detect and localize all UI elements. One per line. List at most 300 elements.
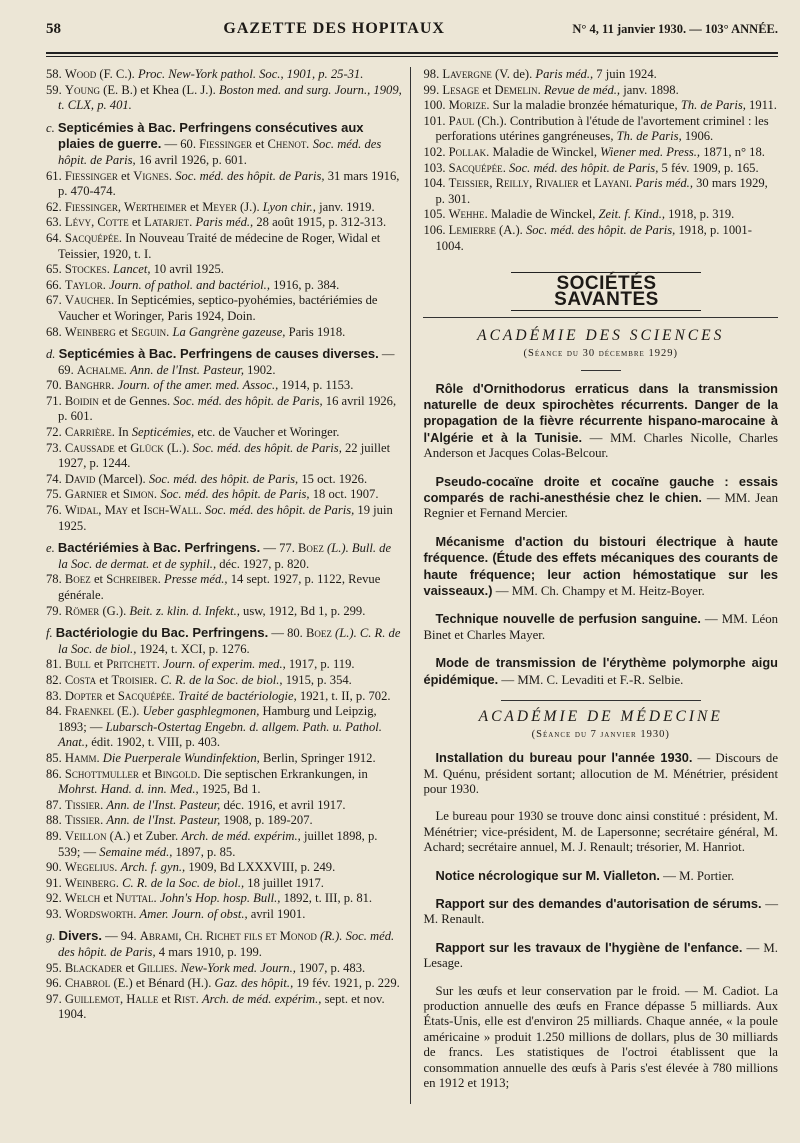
ref-text: . In xyxy=(118,230,139,245)
ref-source: Soc. méd. des hôpit. de Paris, xyxy=(175,168,325,183)
ref-author: Paul xyxy=(448,113,475,128)
ref-source: Semaine méd., xyxy=(99,844,173,859)
reference-entry xyxy=(46,262,402,278)
ref-number: 75. xyxy=(46,487,65,502)
ref-author: Glück xyxy=(130,440,164,455)
ref-text: Nouveau Traité de médecine xyxy=(138,230,284,245)
ref-source: Die Puerperale Wundinfektion, xyxy=(102,750,260,765)
ref-number: 72. xyxy=(46,425,65,440)
ref-text: . xyxy=(195,991,202,1006)
ref-source: C. R. de la Soc. de biol., xyxy=(160,672,283,687)
section-f xyxy=(46,625,402,657)
section-label: e. xyxy=(46,541,58,556)
refs-group-f xyxy=(46,657,402,922)
ref-text: et xyxy=(115,324,132,339)
reference-entry xyxy=(46,689,402,705)
reference-entry xyxy=(46,503,402,534)
ref-text: . xyxy=(102,277,110,292)
ref-number: 92. xyxy=(46,891,65,906)
ref-author: Guillemot, Halle xyxy=(64,991,159,1006)
ref-text: . xyxy=(537,82,544,97)
ref-number: 96. xyxy=(46,976,65,991)
ref-text: . xyxy=(189,215,196,230)
ref-author: Römer xyxy=(64,603,100,618)
ref-text: et xyxy=(102,688,118,703)
ref-author: Veillon xyxy=(64,828,107,843)
ref-author: Carrière xyxy=(64,425,112,440)
ref-text: 1906. xyxy=(681,129,714,144)
communication-entry xyxy=(423,381,778,462)
ref-text: 7 juin 1924. xyxy=(593,67,657,81)
ref-text: (E.). xyxy=(113,704,143,719)
ref-author: Weinberg xyxy=(64,324,116,339)
section-rule xyxy=(423,317,778,318)
ref-author: Pollak xyxy=(448,144,487,159)
ref-number: 95. xyxy=(46,960,65,975)
ref-author: Taylor xyxy=(64,277,103,292)
ref-source: Soc. méd. des hôpit. de Paris, xyxy=(204,503,355,518)
ref-text: 5 fév. 1909, p. 165. xyxy=(658,160,759,175)
page-header xyxy=(46,20,778,46)
ref-number: 99. xyxy=(423,82,443,97)
ref-text: 19 juin 1925. xyxy=(58,503,393,533)
ref-author: Welch xyxy=(64,891,101,906)
ref-author: Meyer xyxy=(202,199,237,214)
ref-source: Soc. méd. des hôpit. de Paris, xyxy=(508,160,659,175)
refs-group-a xyxy=(46,67,402,114)
ref-text: 1921, t. II, p. 702. xyxy=(296,688,391,703)
ref-text: 1917, p. 119. xyxy=(285,657,355,672)
ref-number: 88. xyxy=(46,813,65,828)
reference-entry xyxy=(46,425,402,441)
ref-text: Hamburg und Leipzig, 1893; — xyxy=(58,704,377,734)
ref-number: 89. xyxy=(46,828,65,843)
ref-text: janv. 1919. xyxy=(315,199,375,214)
academie-sciences-items xyxy=(423,381,778,689)
ref-number: — 77. xyxy=(260,541,298,556)
ref-author: Hamm xyxy=(64,750,97,765)
ref-source: Beit. z. klin. d. Infekt., xyxy=(129,603,240,618)
ref-text: 22 juillet 1927, p. 1244. xyxy=(58,440,391,471)
ref-text: 30 mars 1929, p. 301. xyxy=(435,176,768,206)
ref-source: Soc. méd. des hôpit. de Paris, xyxy=(525,222,676,237)
ref-text: . xyxy=(96,750,103,765)
communication-entry xyxy=(423,474,778,522)
reference-entry xyxy=(423,67,778,83)
academie-medecine-items xyxy=(423,750,778,1091)
ref-text: 1915, p. 354. xyxy=(282,672,352,687)
ref-author: Weinberg xyxy=(64,875,116,890)
reference-entry xyxy=(46,876,402,892)
ref-text: 15 oct. 1926. xyxy=(298,471,368,486)
ref-number: 90. xyxy=(46,860,65,875)
ref-source: Ann. de l'Inst. Pasteur, xyxy=(106,813,221,828)
ref-author: Blackader xyxy=(64,960,123,975)
reference-entry xyxy=(46,293,402,324)
ref-source: Lyon chir., xyxy=(262,199,316,214)
academie-sciences-title: ACADÉMIE DES SCIENCES xyxy=(477,327,725,345)
ref-text: déc. 1927, p. 820. xyxy=(216,556,310,571)
ref-text: 1918, p. 319. xyxy=(665,207,735,222)
ref-text: 19 fév. 1921, p. 229. xyxy=(293,976,400,991)
ref-source: Arch. de méd. expérim., xyxy=(181,828,301,843)
reference-entry xyxy=(46,231,402,262)
ref-source: Arch. f. gyn., xyxy=(120,860,186,875)
columns xyxy=(46,67,778,1104)
section-e xyxy=(46,540,402,572)
ref-source: Zeit. f. Kind., xyxy=(598,207,666,222)
ref-text: (L.). xyxy=(163,440,193,455)
ref-author: Pritchett xyxy=(106,657,157,672)
communication-entry xyxy=(423,611,778,643)
ref-author: Boez xyxy=(64,572,91,587)
communication-title: Notice nécrologique sur M. Vialleton. xyxy=(435,867,660,883)
ref-source: Th. de Paris, xyxy=(616,129,682,144)
communication-title: Installation du bureau pour l'année 1930. xyxy=(435,750,693,766)
reference-entry xyxy=(46,378,402,394)
ref-author: Morize xyxy=(448,98,487,113)
ref-author: Abrami, Ch. Richet fils et Monod xyxy=(139,929,317,944)
ref-author: Troisier xyxy=(111,672,155,687)
reference-entry xyxy=(46,441,402,472)
ref-source: John's Hop. hosp. Bull., xyxy=(159,891,281,906)
ref-text: usw, 1912, Bd 1, p. 299. xyxy=(239,603,366,618)
ref-author: Nuttal xyxy=(115,891,154,906)
ref-text: 1907, p. 483. xyxy=(295,960,366,975)
communication-title: Pseudo-cocaïne droite et cocaïne gauche : essais comparés de rachi-anesthésie chez le chien. xyxy=(423,473,778,505)
ref-source: , 1909, t. CLX, p. 401. xyxy=(58,82,402,113)
ref-author: Bull xyxy=(64,657,91,672)
ref-text: et xyxy=(96,672,112,687)
reference-entry xyxy=(46,657,402,673)
ref-author: Lavergne xyxy=(442,67,492,81)
section-label: d. xyxy=(46,347,59,362)
communication-entry xyxy=(423,868,778,884)
ref-text: Khea xyxy=(152,82,180,97)
ref-source: Presse méd., xyxy=(164,572,228,587)
ref-text: et xyxy=(252,137,268,152)
ref-author: Chabrol xyxy=(64,976,111,991)
communication-authors: Le bureau pour 1930 se trouve donc ainsi constitué : président, M. Ménétrier; vice-président, M. de Lapersonne; secrétaire général, M. Achard; secrétaire annuel, M. J. Renault; trésorier, M. Hanriot. xyxy=(423,809,778,855)
ref-number: 64. xyxy=(46,230,65,245)
ref-source: Soc. méd. des hôpit. de Paris, xyxy=(173,393,323,408)
ref-author: David xyxy=(64,471,96,486)
academie-sciences-seance: (Séance du 30 décembre 1929) xyxy=(523,347,678,359)
ref-number: 68. xyxy=(46,324,65,339)
ref-author: Isch-Wall xyxy=(143,503,199,518)
ref-source: Lancet, xyxy=(113,262,151,277)
reference-entry xyxy=(423,161,778,177)
ref-number: 70. xyxy=(46,378,65,393)
reference-entry xyxy=(46,604,402,620)
ref-source: Gaz. des hôpit., xyxy=(214,976,294,991)
ref-text: . xyxy=(153,891,160,906)
ref-text: Zuber xyxy=(145,828,176,843)
ref-author: Fiessinger xyxy=(199,137,253,152)
ref-text: . Maladie de Winckel, xyxy=(484,207,599,222)
reference-entry xyxy=(423,223,778,254)
ref-text: édit. 1902, t. VIII, p. 403. xyxy=(88,735,221,750)
ref-text: . xyxy=(168,168,176,183)
refs-group-e xyxy=(46,572,402,619)
ref-source: Soc. méd. des hôpit. de Paris, xyxy=(192,440,342,455)
ref-text: . xyxy=(111,378,118,393)
ref-number: 73. xyxy=(46,440,65,455)
section-heading: Divers. xyxy=(58,928,102,944)
ref-author: Fiessinger, Wertheimer xyxy=(64,199,187,214)
ref-text: (G.). xyxy=(99,603,130,618)
ref-text: . xyxy=(106,262,114,277)
ref-number: 58. xyxy=(46,67,65,81)
reference-entry xyxy=(46,215,402,231)
ref-text: Septicémies, septico-pyohémies, bactériémies xyxy=(130,293,363,308)
ref-text: . xyxy=(157,572,164,587)
ref-author: Fiessinger xyxy=(64,168,118,183)
ref-source: Paris méd., xyxy=(195,215,254,230)
ref-text: (A.) et xyxy=(106,828,146,843)
ref-text: avril 1901. xyxy=(247,906,306,921)
ref-source: Lubarsch-Ostertag Engebn. d. allgem. Path. u. Pathol. Anat., xyxy=(58,719,382,750)
refs-group-c xyxy=(46,169,402,341)
reference-entry xyxy=(46,798,402,814)
ref-author: Vignes xyxy=(133,168,169,183)
right-column xyxy=(410,67,778,1104)
reference-entry xyxy=(46,907,402,923)
ref-number: 86. xyxy=(46,766,65,781)
communication-authors: — MM. Ch. Champy et M. Heitz-Boyer. xyxy=(492,583,705,598)
ref-text: . xyxy=(114,860,121,875)
ref-source: Ueber gasphlegmonen, xyxy=(142,704,260,719)
ref-text: . Die septischen Erkrankungen, in xyxy=(197,766,368,781)
communication-authors: — MM. C. Levaditi et F.-R. Selbie. xyxy=(498,672,684,687)
ref-text: 1918, p. 1001-1004. xyxy=(435,222,752,253)
ref-text: Paris 1918. xyxy=(285,324,346,339)
ref-author: Simon xyxy=(122,487,154,502)
ref-number: 98. xyxy=(423,67,443,81)
ref-author: Boez xyxy=(298,541,324,556)
ref-author: Wordsworth xyxy=(64,906,134,921)
communication-title: Rôle d'Ornithodorus erraticus dans la transmission naturelle de deux spirochètes récurrents. Danger de la propagation de la fièvre récurrente hispano-marocaine à l'Algérie et à la Tunisie. xyxy=(423,380,778,445)
ref-number: 61. xyxy=(46,168,65,183)
ref-text: et xyxy=(117,168,134,183)
ref-source: (L.). C. R. de la Soc. de biol., xyxy=(58,626,401,656)
ref-source: Th. de Paris, xyxy=(680,98,746,113)
communication-entry xyxy=(423,534,778,600)
ref-author: Seguin xyxy=(131,324,167,339)
ref-text: . Maladie de Winckel, xyxy=(486,144,601,159)
ref-text: 1892, t. III, p. 81. xyxy=(280,891,373,906)
ref-text: 1908, p. 189-207. xyxy=(220,813,313,828)
section-heading: Bactériologie du Bac. Perfringens. xyxy=(55,625,269,641)
ref-text: . xyxy=(100,797,107,812)
ref-number: 81. xyxy=(46,657,65,672)
ref-source: Arch. de méd. expérim., xyxy=(201,991,322,1006)
ref-author: Vaucher xyxy=(64,293,111,308)
ref-source: Septicémies, xyxy=(131,425,195,440)
reference-entry xyxy=(46,67,402,83)
reference-entry xyxy=(46,325,402,341)
ref-author: Garnier xyxy=(64,487,108,502)
ref-text: et xyxy=(114,440,131,455)
ref-source: Journ. of pathol. and bactériol., xyxy=(109,277,270,292)
ref-author: Banghrr xyxy=(64,378,112,393)
ref-number: 83. xyxy=(46,688,65,703)
ref-text: (E. B.) et xyxy=(99,82,153,97)
communication-authors: — MM. Charles Nicolle, Charles Anderson et Jacques Colas-Belcour. xyxy=(423,430,778,461)
ref-author: Wood xyxy=(64,67,97,81)
ref-number: 78. xyxy=(46,572,65,587)
section-heading: Septicémies à Bac. Perfringens consécutives aux plaies de guerre. xyxy=(57,119,364,152)
ref-text: 1911. xyxy=(745,98,777,113)
ref-author: Schreiber xyxy=(106,572,158,587)
ref-number: 102. xyxy=(423,144,449,159)
ref-source: (R.). Soc. méd. des hôpit. de Paris, xyxy=(58,929,395,960)
ref-text: (L. J.). xyxy=(179,82,219,97)
ref-text: . xyxy=(167,393,174,408)
reference-entry xyxy=(46,704,402,751)
ref-text: 10 avril 1925. xyxy=(150,262,224,277)
ref-number: 85. xyxy=(46,750,65,765)
ref-source: New-York med. Journ., xyxy=(180,960,296,975)
ref-number: 65. xyxy=(46,262,65,277)
page-number: 58 xyxy=(46,21,61,37)
ref-author: Schottmuller xyxy=(64,766,139,781)
ref-source: Revue de méd., xyxy=(543,82,621,97)
communication-title: Rapport sur les travaux de l'hygiène de l'enfance. xyxy=(435,939,743,955)
ref-number: 82. xyxy=(46,672,65,687)
ref-text: (F. C.). xyxy=(96,67,138,81)
ref-author: Boidin xyxy=(64,393,99,408)
ref-text: et xyxy=(479,82,495,97)
communication-title: Rapport sur des demandes d'autorisation de sérums. xyxy=(435,896,762,912)
ref-number: 87. xyxy=(46,797,65,812)
reference-entry xyxy=(423,114,778,145)
ref-source: La Gangrène gazeuse, xyxy=(172,324,286,339)
ref-source: Wiener med. Press., xyxy=(600,144,701,159)
ref-source: Journ. of experim. med., xyxy=(162,657,286,672)
ref-text: 1914, p. 1153. xyxy=(278,378,354,393)
societes-savantes-title: SOCIÉTÉS SAVANTES xyxy=(511,272,701,311)
ref-number: 62. xyxy=(46,199,65,214)
reference-entry xyxy=(46,829,402,860)
academie-medecine-seance: (Séance du 7 janvier 1930) xyxy=(531,728,670,740)
ref-author: Dopter xyxy=(64,688,103,703)
ref-text: et xyxy=(122,960,138,975)
reference-entry xyxy=(46,767,402,798)
ref-text: et xyxy=(98,393,115,408)
ref-text: Bénard xyxy=(148,976,185,991)
ref-author: Tissier xyxy=(64,797,101,812)
ref-text: . xyxy=(153,487,161,502)
reference-entry xyxy=(46,394,402,425)
ref-number: 97. xyxy=(46,991,65,1006)
ref-text: (Marcel). xyxy=(95,471,149,486)
section-label: c. xyxy=(46,120,58,135)
ref-number: 66. xyxy=(46,277,65,292)
ref-text: déc. 1916, et avril 1917. xyxy=(220,797,346,812)
refs-group-right xyxy=(423,67,778,254)
ref-author: Lemierre xyxy=(448,222,496,237)
ref-number: 76. xyxy=(46,503,65,518)
ref-source: Boston med. and surg. Journ. xyxy=(218,82,368,97)
ref-source: C. R. de la Soc. de biol., xyxy=(122,875,245,890)
reference-entry xyxy=(46,472,402,488)
communication-authors: Sur les œufs et leur conservation par le froid. — M. Cadiot. La production annuelle des œufs en France dépasse 5 milliards. Aux États-Unis, elle est d'environ 25 milliards. Chaque année, « la poule américaine » produit 1.250 millions de dollars, plus de 30 milliards de francs. Les statistiques de l'octroi établissent que la consommation annuelle des œufs à Paris s'est élevée à 780 millions en 1912 et 1913; xyxy=(423,983,778,1091)
ref-author: Sacquépée xyxy=(117,688,172,703)
ref-text: . In xyxy=(111,293,131,308)
ref-source: , 1901, p. 25-31. xyxy=(280,67,364,81)
ref-text: 14 sept. 1927, p. 1122, Revue générale. xyxy=(58,572,381,602)
ref-text: 4 mars 1910, p. 199. xyxy=(155,945,262,960)
refs-group-d xyxy=(46,378,402,534)
ref-text: de Vaucher et Woringer, Paris 1924, Doin. xyxy=(58,293,378,323)
ref-text: sept. et nov. 1904. xyxy=(58,991,385,1022)
ref-number: 93. xyxy=(46,906,65,921)
left-column xyxy=(46,67,410,1104)
ref-text: et xyxy=(107,487,123,502)
ref-author: Sacquépée xyxy=(64,230,119,245)
ref-author: Wehhe xyxy=(448,207,485,222)
ref-author: Widal, May xyxy=(64,503,128,518)
ref-text: juillet 1898, p. 539; — xyxy=(58,828,378,859)
ref-number: — 60. xyxy=(161,137,200,152)
ref-author: Teissier, Reilly, Rivalier xyxy=(448,176,579,191)
refs-group-g xyxy=(46,961,402,1023)
ref-author: Gillies xyxy=(137,960,175,975)
ref-number: — 94. xyxy=(101,929,140,944)
ref-author: Rist xyxy=(173,991,196,1006)
ref-text: 16 avril 1926, p. 601. xyxy=(135,152,247,167)
communication-authors: — M. Renault. xyxy=(423,897,778,927)
reference-entry xyxy=(46,751,402,767)
ref-text: . xyxy=(154,672,161,687)
reference-entry xyxy=(46,992,402,1023)
ref-text: 1924, t. XCI, p. 1276. xyxy=(136,641,250,656)
ref-number: 91. xyxy=(46,875,65,890)
ref-text: (J.). xyxy=(236,199,263,214)
ref-text: et xyxy=(578,176,595,191)
ref-text: et xyxy=(186,199,203,214)
section-c xyxy=(46,120,402,169)
ref-number: 101. xyxy=(423,113,449,128)
ref-source: Traité de bactériologie, xyxy=(178,688,297,703)
ref-source: . Ann. de l'Inst. Pasteur, xyxy=(124,362,244,377)
ref-source: Ann. de l'Inst. Pasteur, xyxy=(106,797,221,812)
section-label: g. xyxy=(46,929,59,944)
ref-text: (E.) et xyxy=(110,976,149,991)
ref-text: (Ch.). Contribution à l'étude de l'avortement criminel : les perforations utérines gangréneuses, xyxy=(435,113,769,144)
ref-text: de Gennes xyxy=(114,393,167,408)
ref-number: 104. xyxy=(423,176,449,191)
ref-text: . xyxy=(174,960,181,975)
ref-text: . Sur la maladie bronzée hématurique, xyxy=(486,98,681,113)
ref-text: (A.). xyxy=(495,222,526,237)
section-label: f. xyxy=(46,626,56,641)
reference-entry xyxy=(46,278,402,294)
ref-text: 16 avril 1926, p. 601. xyxy=(58,393,397,424)
communication-title: Mode de transmission de l'érythème polymorphe aigu épidémique. xyxy=(423,655,778,687)
ref-text: et xyxy=(100,891,116,906)
section-heading: Bactériémies à Bac. Perfringens. xyxy=(57,540,261,556)
ref-author: Wegelius xyxy=(64,860,115,875)
reference-entry xyxy=(423,98,778,114)
ref-text: 1909, Bd LXXXVIII, p. 249. xyxy=(185,860,336,875)
communication-entry xyxy=(423,984,778,1092)
ref-author: Boez xyxy=(305,626,332,641)
communication-authors: — M. Portier. xyxy=(659,868,735,883)
ref-author: Bingold xyxy=(154,766,198,781)
mid-rule xyxy=(501,700,701,701)
